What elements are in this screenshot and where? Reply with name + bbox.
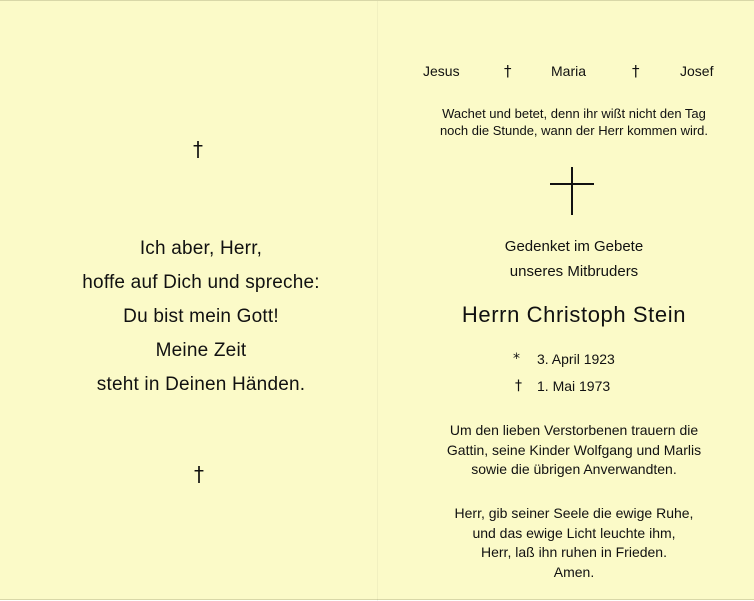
psalm-line: Du bist mein Gott!	[123, 306, 279, 327]
fold-line	[377, 1, 378, 601]
quote-line: Wachet und betet, denn ihr wißt nicht den Tag	[442, 106, 706, 121]
psalm-line: steht in Deinen Händen.	[96, 374, 306, 395]
cross-bottom-icon: †	[194, 462, 204, 486]
header-jesus: Jesus	[423, 63, 460, 79]
cross-top-icon: †	[193, 137, 203, 161]
remembrance-line: Gedenket im Gebete	[504, 238, 644, 255]
header-josef: Josef	[680, 63, 714, 79]
death-date: 1. Mai 1973	[537, 378, 611, 394]
psalm-verse	[40, 232, 362, 402]
birth-date: 3. April 1923	[537, 351, 615, 367]
remembrance-line: unseres Mitbruders	[509, 263, 639, 280]
scripture-quote	[410, 105, 738, 139]
mourners-line: sowie die übrigen Anverwandten.	[471, 461, 677, 477]
mourners-line: Um den lieben Verstorbenen trauern die	[449, 422, 699, 438]
dagger-icon: †	[632, 62, 640, 80]
closing-prayer	[410, 504, 738, 582]
death-dagger-icon: †	[515, 378, 522, 394]
psalm-line: Ich aber, Herr,	[139, 238, 263, 259]
header-maria: Maria	[551, 63, 587, 79]
prayer-line: Herr, laß ihn ruhen in Frieden.	[481, 544, 667, 560]
birth-star-icon: *	[513, 351, 520, 367]
cross-icon	[550, 167, 594, 215]
mourners-text	[410, 421, 738, 480]
deceased-name: Herrn Christoph Stein	[461, 302, 687, 327]
prayer-line: Amen.	[553, 563, 595, 580]
psalm-line: hoffe auf Dich und spreche:	[82, 272, 320, 293]
quote-line: noch die Stunde, wann der Herr kommen wird.	[439, 123, 709, 138]
prayer-line: Herr, gib seiner Seele die ewige Ruhe,	[454, 505, 694, 521]
dagger-icon: †	[504, 62, 512, 80]
psalm-line: Meine Zeit	[155, 340, 247, 361]
remembrance-text	[410, 234, 738, 284]
prayer-line: und das ewige Licht leuchte ihm,	[472, 524, 676, 541]
mourners-line: Gattin, seine Kinder Wolfgang und Marlis	[446, 441, 702, 458]
